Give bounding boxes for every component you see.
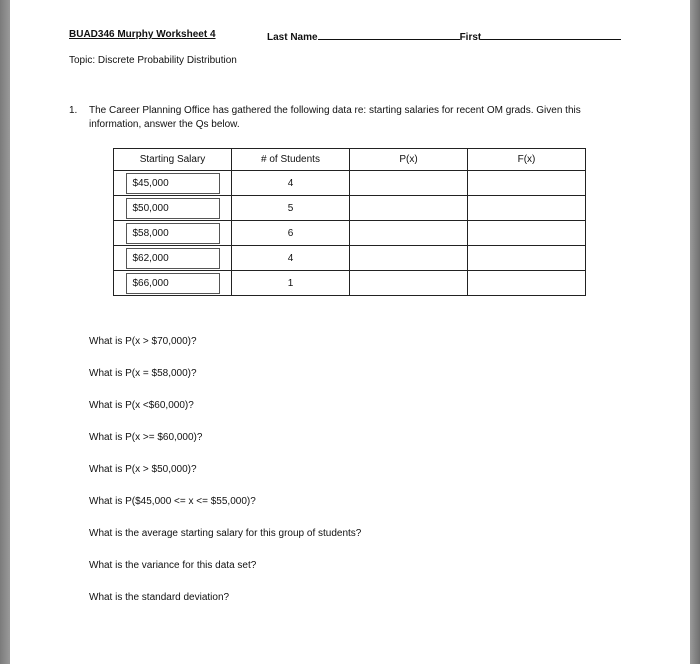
fx-cell[interactable] [468,221,586,246]
left-page-edge [0,0,10,664]
name-fields [267,29,621,43]
students-cell: 1 [232,271,350,296]
salary-cell: $45,000 [114,171,232,196]
course-title: BUAD346 Murphy Worksheet 4 [69,29,216,40]
table-row [114,246,586,271]
topic-line: Topic: Discrete Probability Distribution [69,55,237,66]
question-prob-lt-60000: What is P(x <$60,000)? [89,400,194,411]
salary-cell: $62,000 [114,246,232,271]
header-px: P(x) [350,149,468,171]
px-cell[interactable] [350,271,468,296]
students-cell: 5 [232,196,350,221]
salary-cell: $66,000 [114,271,232,296]
table-row [114,271,586,296]
px-cell[interactable] [350,221,468,246]
table-row [114,196,586,221]
right-page-edge [690,0,700,664]
last-name-label: Last Name [267,32,318,43]
question-text: The Career Planning Office has gathered the following data re: starting salaries for recent OM grads. Given this information, answer the Qs below. [89,105,581,130]
header-num-students: # of Students [232,149,350,171]
px-cell[interactable] [350,196,468,221]
students-cell: 4 [232,171,350,196]
students-cell: 6 [232,221,350,246]
students-cell: 4 [232,246,350,271]
question-std-deviation: What is the standard deviation? [89,592,230,603]
question-variance: What is the variance for this data set? [89,560,257,571]
salary-cell: $50,000 [114,196,232,221]
px-cell[interactable] [350,246,468,271]
question-prob-range: What is P($45,000 <= x <= $55,000)? [89,496,256,507]
question-average-salary: What is the average starting salary for this group of students? [89,528,362,539]
header-starting-salary: Starting Salary [114,149,232,171]
table-row [114,221,586,246]
question-number: 1. [69,105,78,116]
header-fx: F(x) [468,149,586,171]
question-prob-gte-60000: What is P(x >= $60,000)? [89,432,203,443]
fx-cell[interactable] [468,271,586,296]
question-prob-eq-58000: What is P(x = $58,000)? [89,368,197,379]
question-prob-gt-50000: What is P(x > $50,000)? [89,464,197,475]
first-name-blank[interactable] [481,29,621,40]
first-name-label: First [459,32,482,43]
fx-cell[interactable] [468,171,586,196]
fx-cell[interactable] [468,246,586,271]
table-row [114,171,586,196]
last-name-blank[interactable] [318,29,460,40]
question-1 [69,104,629,132]
salary-cell: $58,000 [114,221,232,246]
px-cell[interactable] [350,171,468,196]
question-prob-gt-70000: What is P(x > $70,000)? [89,336,197,347]
table-header-row [114,149,586,171]
salary-table [113,148,586,296]
fx-cell[interactable] [468,196,586,221]
